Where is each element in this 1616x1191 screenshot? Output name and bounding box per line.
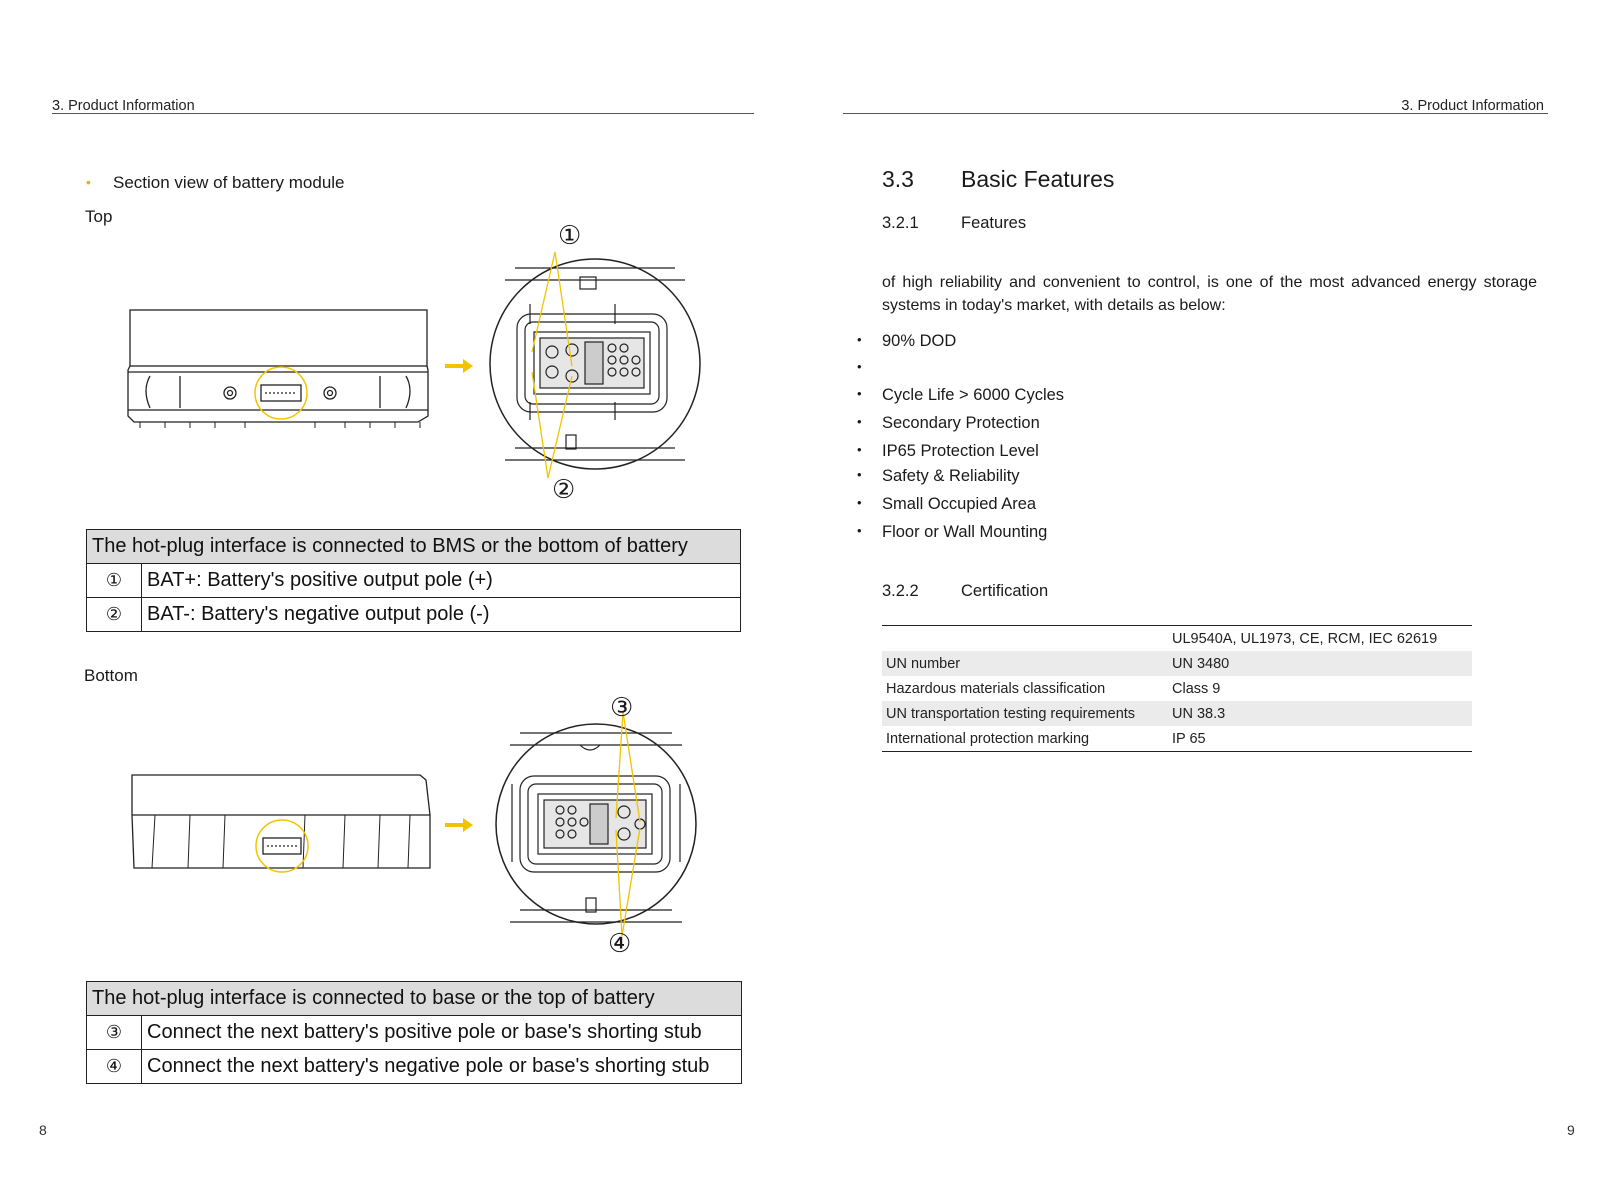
table-row <box>882 626 1472 652</box>
section-title: Basic Features <box>961 166 1115 192</box>
table-row <box>87 1016 742 1050</box>
subsection-title: Features <box>961 214 1027 232</box>
feature-label: Secondary Protection <box>882 414 1040 432</box>
row-text: Connect the next battery's negative pole or base's shorting stub <box>142 1050 742 1084</box>
row-number: ③ <box>87 1016 142 1050</box>
bottom-view-diagram <box>120 690 720 960</box>
feature-label: Cycle Life > 6000 Cycles <box>882 386 1065 404</box>
certification-number: 3.2.2 <box>882 582 919 600</box>
cert-label: UN transportation testing requirements <box>882 701 1168 726</box>
feature-label: Small Occupied Area <box>882 495 1037 513</box>
callout-4: ④ <box>608 928 632 958</box>
cert-label <box>882 626 1168 652</box>
subsection-number: 3.2.1 <box>882 214 919 232</box>
cert-label: International protection marking <box>886 730 1090 747</box>
callout-3: ③ <box>610 692 634 722</box>
cert-value: IP 65 <box>1172 730 1206 747</box>
row-number: ④ <box>87 1050 142 1084</box>
table-row <box>87 1050 742 1084</box>
section-number: 3.3 <box>882 166 914 192</box>
row-text: BAT-: Battery's negative output pole (-) <box>142 598 741 632</box>
table-row <box>882 676 1472 701</box>
certification-table <box>882 625 1472 752</box>
cert-value: UN 3480 <box>1168 651 1472 676</box>
section-view-bullet: Section view of battery module <box>113 173 345 192</box>
table-row <box>882 651 1472 676</box>
row-number: ① <box>87 564 142 598</box>
feature-label: Safety & Reliability <box>882 467 1020 485</box>
row-number: ② <box>87 598 142 632</box>
top-label: Top <box>85 207 113 226</box>
cert-value: Class 9 <box>1172 680 1221 697</box>
table-row <box>882 701 1472 726</box>
left-page-number: 8 <box>39 1122 47 1138</box>
right-page-number: 9 <box>1567 1122 1575 1138</box>
cert-value: UN 38.3 <box>1168 701 1472 726</box>
cert-label: Hazardous materials classification <box>886 680 1106 697</box>
feature-label: Floor or Wall Mounting <box>882 523 1048 541</box>
right-page-header: 3. Product Information <box>1401 98 1544 114</box>
cert-label: UN number <box>882 651 1168 676</box>
top-view-diagram <box>120 220 720 510</box>
row-text: Connect the next battery's positive pole or base's shorting stub <box>142 1016 742 1050</box>
callout-2: ② <box>552 474 576 504</box>
table-row <box>882 726 1472 752</box>
callout-1: ① <box>558 220 582 250</box>
bottom-table-header: The hot-plug interface is connected to base or the top of battery <box>87 982 742 1016</box>
features-paragraph: of high reliability and convenient to control, is one of the most advanced energy storage systems in today's market, with details as below: <box>882 274 1537 314</box>
left-page-header: 3. Product Information <box>52 98 195 114</box>
table-row <box>87 598 741 632</box>
top-table-header: The hot-plug interface is connected to BMS or the bottom of battery <box>87 530 741 564</box>
table-row <box>87 564 741 598</box>
feature-label: 90% DOD <box>882 332 957 350</box>
bottom-label: Bottom <box>84 666 138 685</box>
row-text: BAT+: Battery's positive output pole (+) <box>142 564 741 598</box>
cert-value: UL9540A, UL1973, CE, RCM, IEC 62619 <box>1172 630 1438 647</box>
feature-label: IP65 Protection Level <box>882 442 1039 460</box>
bullet-dot: • <box>86 174 91 190</box>
left-header-rule <box>52 113 754 114</box>
certification-title: Certification <box>961 582 1049 600</box>
bottom-pole-table <box>86 981 742 1084</box>
top-pole-table <box>86 529 741 632</box>
